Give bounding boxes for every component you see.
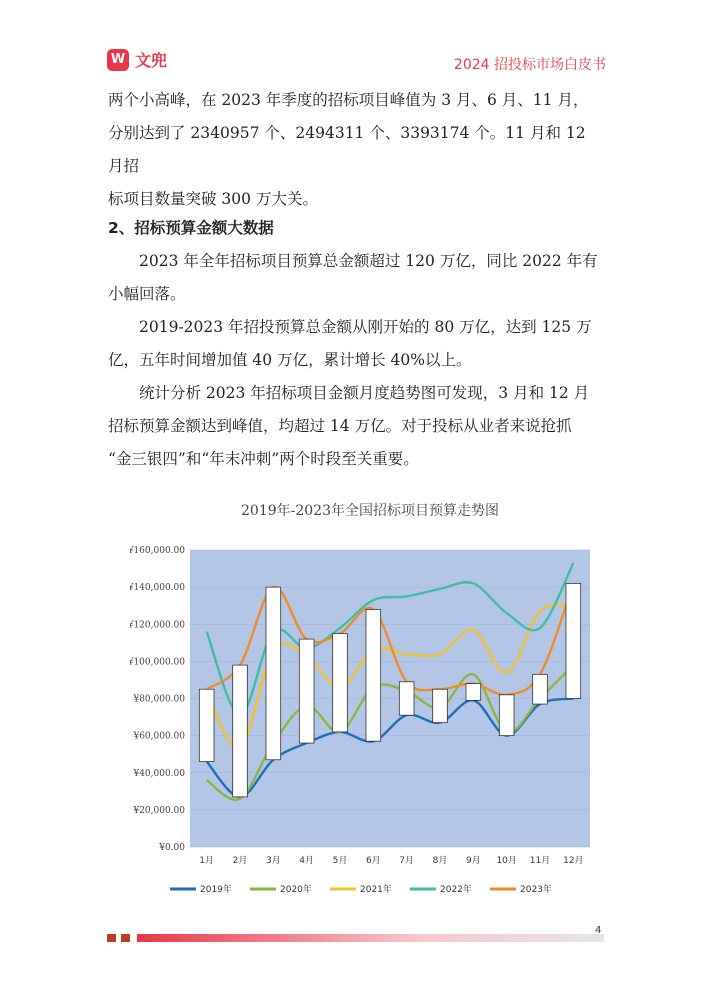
text-line: 招标预算金额达到峰值，均超过 14 万亿。对于投标从业者来说抢抓: [108, 417, 572, 435]
legend-label: 2021年: [360, 885, 392, 895]
x-tick-label: 4月: [299, 856, 315, 866]
text-line: 小幅回落。: [108, 285, 186, 303]
x-tick-label: 12月: [563, 856, 584, 866]
y-tick-label: ¥80,000.00: [133, 694, 185, 705]
budget-trend-chart: [130, 490, 610, 920]
y-tick-label: ¥100,000.00: [130, 657, 185, 668]
text-line: 2023 年全年招标项目预算总金额超过 120 万亿，同比 2022 年有: [139, 252, 598, 270]
updown-bar: [333, 634, 348, 732]
x-tick-label: 10月: [496, 856, 517, 866]
y-tick-label: ¥20,000.00: [133, 805, 185, 816]
section-heading: 2、招标预算金额大数据: [108, 219, 274, 237]
footer-gradient: [137, 934, 604, 942]
text-line: 标项目数量突破 300 万大关。: [108, 190, 318, 208]
section-2: [108, 212, 605, 476]
text-line: 两个小高峰，在 2023 年季度的招标项目峰值为 3 月、6 月、11 月，: [108, 91, 589, 109]
updown-bar: [299, 639, 314, 743]
chart-svg: [130, 490, 610, 920]
text-line: 2019-2023 年招投预算总金额从刚开始的 80 万亿，达到 125 万: [139, 318, 592, 336]
updown-bar: [199, 689, 214, 761]
x-tick-label: 7月: [399, 856, 415, 866]
paragraph-1: [108, 84, 605, 216]
y-tick-label: ¥0.00: [159, 843, 185, 853]
document-title: 2024 招投标市场白皮书: [453, 57, 606, 73]
brand-logo: [107, 48, 167, 71]
logo-text: 文兜: [135, 51, 168, 70]
y-tick-label: ¥140,000.00: [130, 583, 185, 594]
x-tick-label: 9月: [465, 856, 481, 866]
updown-bar: [466, 684, 481, 701]
chart-title: 2019年-2023年全国招标项目预算走势图: [241, 503, 499, 519]
y-tick-label: ¥40,000.00: [133, 768, 185, 779]
x-tick-label: 11月: [529, 856, 551, 866]
x-tick-label: 8月: [432, 856, 448, 866]
updown-bar: [233, 665, 248, 797]
y-tick-label: ¥60,000.00: [133, 731, 185, 742]
updown-bar: [266, 587, 281, 760]
logo-icon: W: [107, 49, 129, 71]
page-number: 4: [595, 925, 602, 936]
legend-label: 2023年: [520, 885, 552, 895]
text-line: 分别达到了 2340957 个、2494311 个、3393174 个。11 月和 12 月招: [108, 124, 586, 175]
x-tick-label: 5月: [332, 856, 348, 866]
x-tick-label: 3月: [265, 856, 281, 866]
legend-label: 2022年: [440, 885, 472, 895]
updown-bar: [566, 583, 581, 698]
legend-label: 2019年: [200, 885, 232, 895]
page-header: [0, 0, 710, 80]
text-line: “金三银四”和“年末冲刺”两个时段至关重要。: [108, 450, 419, 468]
updown-bar: [366, 609, 381, 741]
text-line: 统计分析 2023 年招标项目金额月度趋势图可发现，3 月和 12 月: [139, 384, 590, 402]
updown-bar: [499, 695, 514, 736]
text-line: 亿，五年时间增加值 40 万亿，累计增长 40%以上。: [108, 351, 472, 369]
y-tick-label: ¥160,000.00: [130, 546, 185, 556]
y-tick-label: ¥120,000.00: [130, 620, 185, 631]
footer-square: [121, 934, 130, 942]
x-tick-label: 1月: [199, 856, 215, 866]
legend-label: 2020年: [280, 885, 312, 895]
x-tick-label: 2月: [232, 856, 248, 866]
x-tick-label: 6月: [365, 856, 381, 866]
updown-bar: [533, 674, 548, 704]
footer-square: [107, 934, 116, 942]
updown-bar: [433, 689, 448, 722]
updown-bar: [399, 682, 414, 715]
